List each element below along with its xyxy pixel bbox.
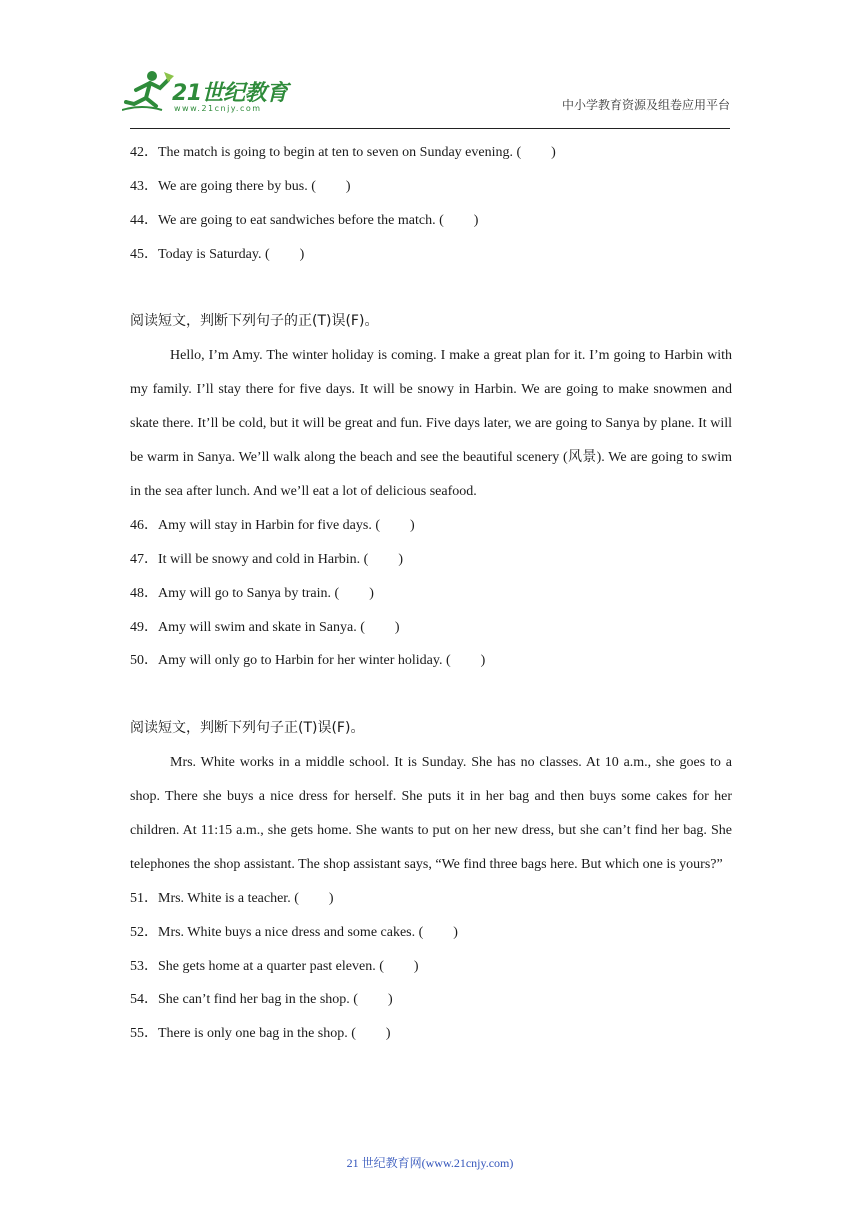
page-footer[interactable]: 21 世纪教育网(www.21cnjy.com) (346, 1156, 514, 1170)
question-close: ) (453, 924, 458, 940)
question-item (130, 644, 732, 678)
question-item (130, 136, 732, 170)
question-text: Amy will only go to Harbin for her winter holiday. ( (158, 653, 451, 669)
question-item (130, 204, 732, 238)
runner-logo-icon (122, 68, 174, 114)
question-number: 55． (130, 1026, 158, 1042)
question-close: ) (299, 246, 305, 262)
question-number: 47． (130, 551, 158, 567)
question-item (130, 543, 732, 577)
question-text: Mrs. White is a teacher. ( (158, 890, 299, 906)
question-list-3 (130, 882, 732, 1051)
header-divider (130, 128, 730, 129)
question-number: 52． (130, 924, 158, 940)
question-close: ) (328, 890, 334, 906)
question-number: 54． (130, 992, 158, 1008)
question-text: There is only one bag in the shop. ( (158, 1026, 356, 1042)
question-close: ) (398, 551, 404, 567)
question-item (130, 1017, 732, 1051)
question-close: ) (551, 145, 556, 160)
question-text: The match is going to begin at ten to seven on Sunday evening. ( (158, 145, 522, 160)
question-item (130, 916, 732, 950)
question-number: 43． (130, 178, 158, 194)
question-item (130, 882, 732, 916)
question-text: She gets home at a quarter past eleven. ( (158, 958, 384, 974)
question-number: 46． (130, 517, 158, 533)
question-item (130, 983, 732, 1017)
section-heading: 阅读短文，判断下列句子正(T)误(F)。 (130, 720, 365, 737)
reading-passage (130, 339, 732, 509)
question-close: ) (385, 1026, 391, 1042)
question-number: 53． (130, 958, 158, 974)
spacer (130, 272, 732, 306)
question-text: She can’t find her bag in the shop. ( (158, 992, 358, 1008)
question-close: ) (410, 517, 415, 533)
page-header (0, 0, 860, 132)
reading-passage (130, 746, 732, 882)
question-close: ) (473, 212, 479, 228)
question-item (130, 950, 732, 984)
question-text: Amy will stay in Harbin for five days. ( (158, 517, 381, 533)
question-text: We are going to eat sandwiches before the match. ( (158, 212, 444, 228)
question-list-2 (130, 509, 732, 678)
logo-url: www.21cnjy.com (174, 104, 262, 113)
question-close: ) (345, 178, 351, 194)
question-list-1 (130, 136, 732, 272)
question-close: ) (413, 958, 419, 974)
site-logo[interactable] (122, 68, 292, 116)
question-text: Amy will go to Sanya by train. ( (158, 585, 340, 601)
question-close: ) (394, 619, 400, 635)
question-item (130, 238, 732, 272)
question-number: 42． (130, 145, 158, 160)
question-number: 45． (130, 246, 158, 262)
section-heading: 阅读短文，判断下列句子的正(T)误(F)。 (130, 313, 379, 330)
question-close: ) (387, 992, 393, 1008)
passage-text: Mrs. White works in a middle school. It is Sunday. She has no classes. At 10 a.m., she goes to a shop. There she buys a nice dress for herself. She puts it in her bag and then buys some cakes for her children. At 11:15 a.m., she gets home. She wants to put on her new dress, but she can’t find her bag. She telephones the shop assistant. The shop assistant says, “We find three bags here. But which one is yours?” (130, 755, 732, 872)
logo-text: 21世纪教育 (172, 81, 288, 106)
question-text: Amy will swim and skate in Sanya. ( (158, 619, 365, 635)
question-item (130, 577, 732, 611)
question-item (130, 509, 732, 543)
question-number: 49． (130, 619, 158, 635)
question-close: ) (480, 653, 486, 669)
question-number: 50． (130, 653, 158, 669)
question-item (130, 611, 732, 645)
question-number: 48． (130, 585, 158, 601)
question-text: We are going there by bus. ( (158, 178, 316, 194)
question-number: 44． (130, 212, 158, 228)
question-number: 51． (130, 890, 158, 906)
passage-text: Hello, I’m Amy. The winter holiday is coming. I make a great plan for it. I’m going to Harbin with my family. I’ll stay there for five days. It will be snowy in Harbin. We are going to make snowmen and skate there. It’ll be cold, but it will be great and fun. Five days later, we are going to Sanya by plane. It will be warm in Sanya. We’ll walk along the beach and see the beautiful scenery (风景). We are going to swim in the sea after lunch. And we’ll eat a lot of delicious seafood. (130, 348, 732, 499)
spacer (130, 678, 732, 712)
question-close: ) (369, 585, 374, 601)
question-text: Mrs. White buys a nice dress and some cakes. ( (158, 924, 424, 940)
platform-tagline: 中小学教育资源及组卷应用平台 (561, 98, 730, 112)
question-text: It will be snowy and cold in Harbin. ( (158, 551, 369, 567)
question-item (130, 170, 732, 204)
question-text: Today is Saturday. ( (158, 246, 270, 262)
document-body (130, 136, 732, 1051)
